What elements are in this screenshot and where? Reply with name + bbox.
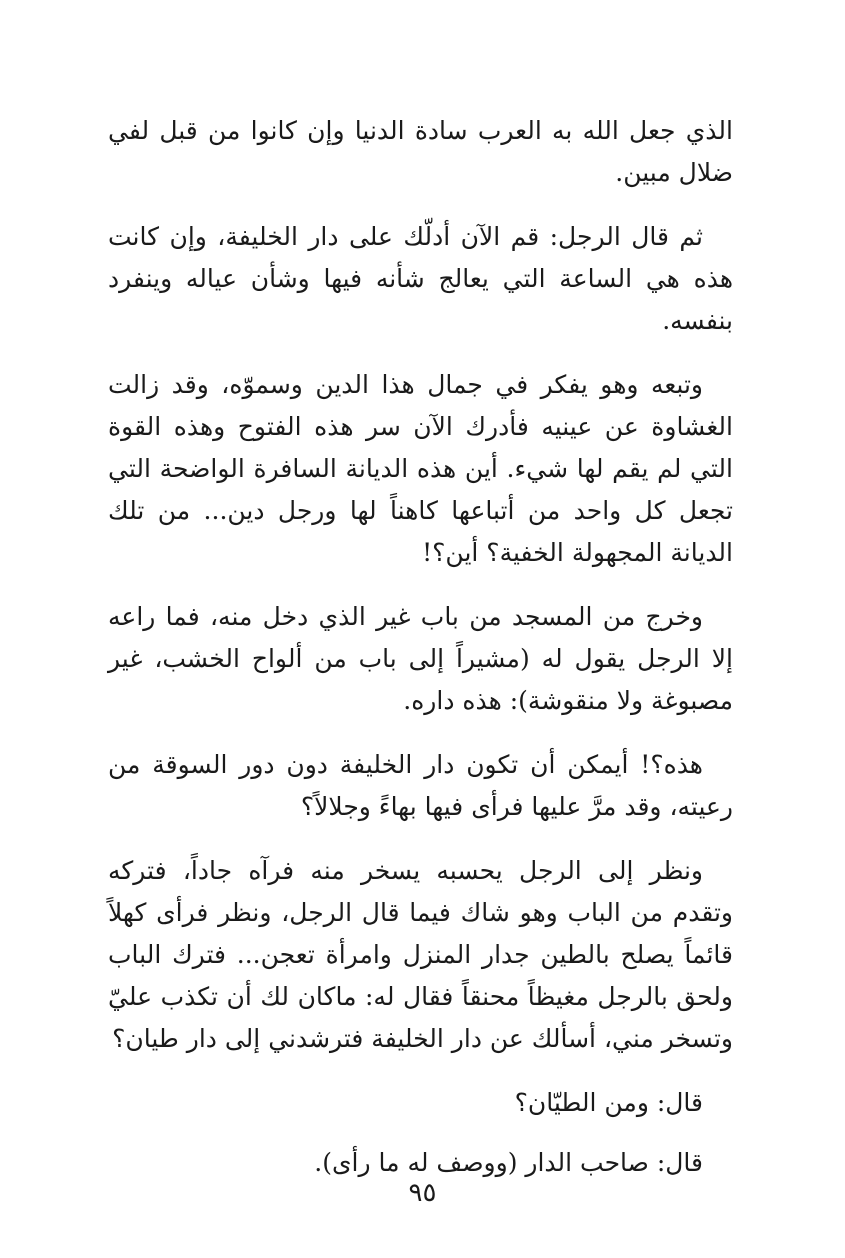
paragraph-4: وخرج من المسجد من باب غير الذي دخل منه، فما راعه إلا الرجل يقول له (مشيراً إلى باب من ألواح الخشب، غير مصبوغة ولا منقوشة): هذه داره. — [108, 602, 733, 715]
document-page — [108, 110, 733, 1202]
paragraph-3: وتبعه وهو يفكر في جمال هذا الدين وسموّه، وقد زالت الغشاوة عن عينيه فأدرك الآن سر هذه الفتوح وهذه القوة التي لم يقم لها شيء. أين هذه الديانة السافرة الواضحة التي تجعل كل واحد من أتباعها كاهناً لها ورجل دين... من تلك الديانة المجهولة الخفية؟ أين؟! — [108, 370, 733, 567]
page-number: ٩٥ — [408, 1178, 437, 1208]
paragraph-7: قال: ومن الطيّان؟ — [514, 1088, 703, 1117]
paragraph-1: الذي جعل الله به العرب سادة الدنيا وإن كانوا من قبل لفي ضلال مبين. — [108, 116, 733, 187]
paragraph-8: قال: صاحب الدار (ووصف له ما رأى). — [314, 1148, 703, 1177]
paragraph-2: ثم قال الرجل: قم الآن أدلّك على دار الخليفة، وإن كانت هذه هي الساعة التي يعالج شأنه فيها وشأن عياله وينفرد بنفسه. — [108, 222, 733, 335]
paragraph-6: ونظر إلى الرجل يحسبه يسخر منه فرآه جاداً، فتركه وتقدم من الباب وهو شاك فيما قال الرجل، ونظر فرأى كهلاً قائماً يصلح بالطين جدار المنزل وامرأة تعجن... فترك الباب ولحق بالرجل مغيظاً محنقاً فقال له: ماكان لك أن تكذب عليّ وتسخر مني، أسألك عن دار الخليفة فترشدني إلى دار طيان؟ — [108, 856, 733, 1053]
paragraph-5: هذه؟! أيمكن أن تكون دار الخليفة دون دور السوقة من رعيته، وقد مرَّ عليها فرأى فيها بهاءً وجلالاً؟ — [108, 750, 733, 821]
